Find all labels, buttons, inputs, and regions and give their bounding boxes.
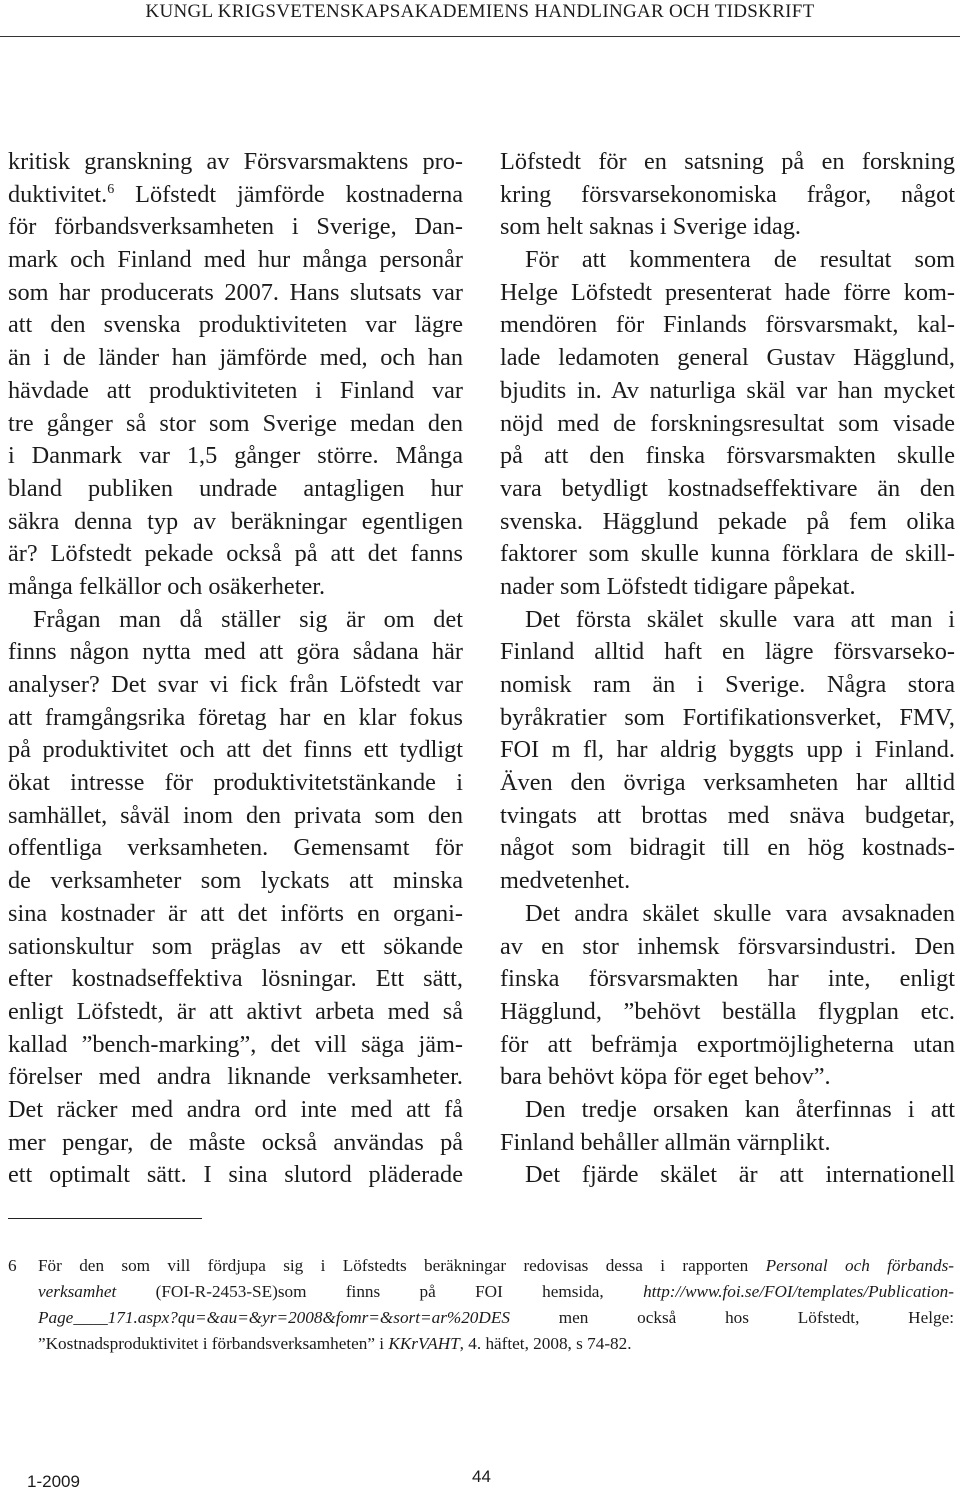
text-line: kritisk granskning av Försvarsmaktens pro- — [8, 148, 463, 175]
text-line: än i de länder han jämförde med, och han — [8, 344, 463, 372]
text-line: många felkällor och osäkerheter. — [8, 572, 326, 600]
text-line: vara betydligt kostnadseffektivare än den — [500, 474, 955, 502]
text-line: Det räcker med andra ord inte med att få — [8, 1095, 463, 1123]
footnote-line: verksamhet (FOI-R-2453-SE)som finns på FOI hemsida, http://www.foi.se/FOI/templates/Publication- — [38, 1282, 954, 1301]
text-line: samhället, såväl inom den privata som den — [8, 801, 463, 829]
text-line: Helge Löfstedt presenterat hade förre kom- — [500, 278, 955, 306]
text-line: mendören för Finlands försvarsmakt, kal- — [500, 311, 955, 339]
text-line: mark och Finland med hur många personår — [8, 246, 463, 274]
text-line: faktorer som skulle kunna förklara de skill- — [500, 540, 955, 568]
footnote-rule — [8, 1218, 202, 1219]
text-line: säkra denna typ av beräkningar egentligen — [8, 507, 463, 535]
text-line: bland publiken undrade antagligen hur — [8, 474, 463, 502]
text-line: Finland behåller allmän värnplikt. — [500, 1128, 831, 1156]
text-line: lade ledamoten general Gustav Hägglund, — [500, 344, 955, 372]
text-line: analyser? Det svar vi fick från Löfstedt var — [8, 671, 463, 698]
text-line: Frågan man då ställer sig är om det — [33, 605, 463, 633]
text-line: hävdade att produktiviteten i Finland var — [8, 376, 463, 404]
text-line: på produktivitet och att det finns ett tydligt — [8, 736, 463, 764]
text-line: finska försvarsmakten har inte, enligt — [500, 965, 955, 993]
text-line: av en stor inhemsk försvarsindustri. Den — [500, 932, 955, 960]
text-line: för att befrämja exportmöjligheterna utan — [500, 1030, 955, 1058]
text-line: är? Löfstedt pekade också på att det fanns — [8, 540, 463, 568]
text-line: för förbandsverksamheten i Sverige, Dan- — [8, 213, 463, 241]
footnote-line: ”Kostnadsproduktivitet i förbandsverksamheten” i KKrVAHT, 4. häftet, 2008, s 74-82. — [38, 1334, 632, 1353]
text-line: som har producerats 2007. Hans slutsats var — [8, 278, 463, 306]
text-line: tvingats att brottas med snäva budgetar, — [500, 801, 955, 829]
text-line: Finland alltid haft en lägre försvarseko- — [500, 638, 955, 666]
text-line: kring försvarsekonomiska frågor, något — [500, 180, 955, 208]
issue-number: 1-2009 — [27, 1472, 80, 1491]
header-rule — [0, 36, 960, 37]
text-line: efter kostnadseffektiva lösningar. Ett sätt, — [8, 965, 463, 993]
text-line: Det fjärde skälet är att internationell — [525, 1161, 955, 1189]
text-line: offentliga verksamheten. Gemensamt för — [8, 834, 463, 862]
page-number: 44 — [472, 1467, 491, 1486]
text-line: tre gånger så stor som Sverige medan den — [8, 409, 463, 437]
text-line: att den svenska produktiviteten var lägre — [8, 311, 463, 339]
text-line: sina kostnader är att det införts en organi- — [8, 899, 463, 927]
left-column — [8, 146, 463, 1192]
text-line: de verksamheter som lyckats att minska — [8, 867, 463, 895]
text-line: något som bidragit till en hög kostnads- — [500, 834, 955, 862]
text-line: medvetenhet. — [500, 867, 631, 895]
text-line: förelser med andra liknande verksamheter. — [8, 1063, 463, 1091]
text-line: byråkratier som Fortifikationsverket, FMV, — [500, 703, 955, 731]
text-line: kallad ”bench-marking”, det vill säga jäm- — [8, 1030, 463, 1058]
text-line: Även den övriga verksamheten har alltid — [500, 769, 955, 797]
running-header: KUNGL KRIGSVETENSKAPSAKADEMIENS HANDLINGAR OCH TIDSKRIFT — [145, 1, 815, 22]
text-line: FOI m fl, har aldrig byggts upp i Finland. — [500, 736, 955, 764]
text-line: bara behövt köpa för eget behov”. — [500, 1063, 831, 1091]
footnote-url[interactable]: Page____171.aspx?qu=&au=&yr=2008&fomr=&sort=ar%20DES — [38, 1308, 510, 1327]
text-line: i Danmark var 1,5 gånger större. Många — [8, 442, 463, 470]
text-line: Den tredje orsaken kan återfinnas i att — [525, 1095, 955, 1123]
footnote-number: 6 — [8, 1256, 17, 1275]
footnote-line: Page____171.aspx?qu=&au=&yr=2008&fomr=&sort=ar%20DES men också hos Löfstedt, Helge: — [38, 1308, 954, 1327]
text-line: bjudits in. Av naturliga skäl var han mycket — [500, 376, 955, 404]
text-line: nomisk ram än i Sverige. Några stora — [500, 671, 955, 698]
text-line: att framgångsrika företag har en klar fokus — [8, 703, 463, 731]
text-line: ett optimalt sätt. I sina slutord pläderade — [8, 1161, 463, 1189]
footnote-url[interactable]: http://www.foi.se/FOI/templates/Publication- — [643, 1282, 954, 1301]
text-line: svenska. Hägglund pekade på fem olika — [500, 507, 955, 535]
text-line: ökat intresse för produktivitetstänkande i — [8, 769, 463, 797]
right-column — [500, 146, 955, 1192]
text-line: Det andra skälet skulle vara avsaknaden — [525, 899, 955, 927]
text-line: Det första skälet skulle vara att man i — [525, 605, 955, 633]
text-line: finns någon nytta med att göra sådana här — [8, 638, 463, 666]
text-line: på att den finska försvarsmakten skulle — [500, 442, 955, 470]
footnote-text — [38, 1253, 954, 1357]
text-line: nöjd med de forskningsresultat som visade — [500, 409, 955, 437]
text-line: Löfstedt för en satsning på en forskning — [500, 148, 955, 175]
text-line: enligt Löfstedt, är att aktivt arbeta med så — [8, 997, 463, 1025]
text-line: mer pengar, de måste också användas på — [8, 1128, 463, 1156]
text-line: nader som Löfstedt tidigare påpekat. — [500, 572, 856, 600]
footnote-line: För den som vill fördjupa sig i Löfstedts beräkningar redovisas dessa i rapporten Personal och förbands- — [38, 1256, 954, 1275]
footnote-reference[interactable]: 6 — [107, 181, 115, 197]
text-line: duktivitet.$^6$ Löfstedt jämförde kostnaderna — [8, 180, 463, 208]
text-line: som helt saknas i Sverige idag. — [500, 213, 801, 241]
footnote — [8, 1253, 954, 1357]
text-line: Hägglund, ”behövt beställa flygplan etc. — [500, 997, 955, 1025]
text-line: För att kommentera de resultat som — [525, 246, 955, 274]
text-line: sationskultur som präglas av ett sökande — [8, 932, 463, 960]
